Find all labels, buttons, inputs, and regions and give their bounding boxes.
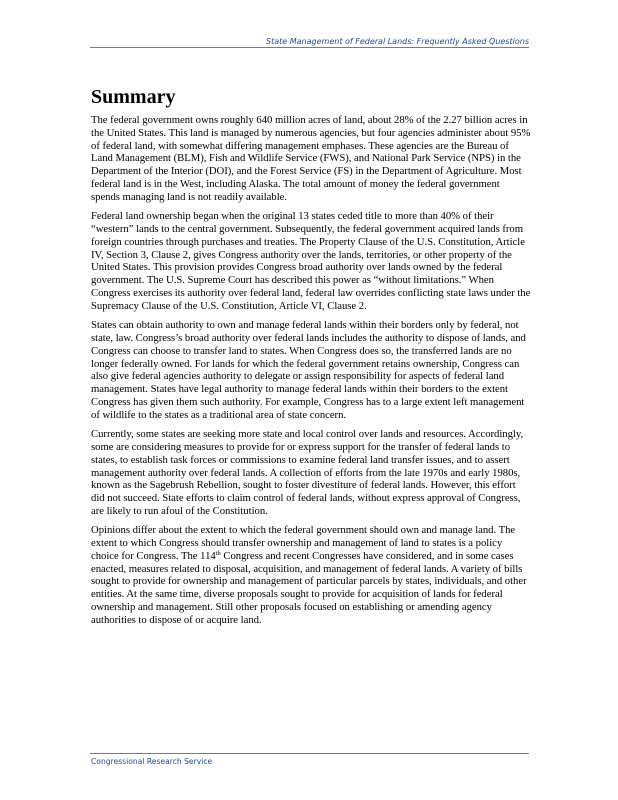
paragraph-text-end: Congress and recent Congresses have considered, and in some cases enacted, measures related to disposal, acquisition, and management of federal lands. A variety of bills sought to provide for ownership and management of particular parcels by states, individuals, and other entities. At the same time, diverse proposals sought to provide for acquisition of lands for federal ownership and management. Still other proposals focused on establishing or amending agency authorities to dispose of or acquire land. bbox=[91, 549, 527, 626]
paragraph-text-start: Opinions differ about the extent to which the federal government should own and manage land. The extent to which Congress should transfer ownership and management of land to states is a policy choice for Congress. The 114 bbox=[91, 524, 516, 562]
paragraph-land-ownership-overview: The federal government owns roughly 640 million acres of land, about 28% of the 2.27 billion acres in the United States. This land is managed by numerous agencies, but four agencies administer about 95% of federal land, with somewhat differing management emphases. These agencies are the Bureau of Land Management (BLM), Fish and Wildlife Service (FWS), and National Park Service (NPS) in the Department of the Interior (DOI), and the Forest Service (FS) in the Department of Agriculture. Most federal land is in the West, including Alaska. The total amount of money the federal government spends managing land is not readily available. bbox=[91, 114, 531, 203]
paragraph-congressional-options bbox=[91, 524, 531, 626]
paragraph-state-authority: States can obtain authority to own and manage federal lands within their borders only by federal, not state, law. Congress’s broad authority over federal lands includes the authority to dispose of lands, and Congress can choose to transfer land to states. When Congress does so, the transferred lands are no longer federally owned. For lands for which the federal government retains ownership, Congress can also give federal agencies authority to delegate or assign responsibility for aspects of federal land management. States have legal authority to manage federal lands within their borders to the extent Congress has given them such authority. For example, Congress has to a large extent left management of wildlife to the states as a traditional area of state concern. bbox=[91, 319, 526, 421]
paragraph-ownership-history: Federal land ownership began when the original 13 states ceded title to more than 40% of their “western” lands to the central government. Subsequently, the federal government acquired lands from foreign countries through purchases and treaties. The Property Clause of the U.S. Constitution, Article IV, Section 3, Clause 2, gives Congress authority over the lands, territories, or other property of the United States. This provision provides Congress broad authority over lands owned by the federal government. The U.S. Supreme Court has described this power as “without limitations.” When Congress exercises its authority over federal land, federal law overrides conflicting state laws under the Supremacy Clause of the U.S. Constitution, Article VI, Clause 2. bbox=[91, 210, 531, 312]
page-title: Summary bbox=[91, 86, 176, 108]
header-rule bbox=[90, 47, 529, 48]
running-header: State Management of Federal Lands: Frequently Asked Questions bbox=[266, 37, 529, 46]
summary-body bbox=[91, 114, 531, 633]
footer-rule bbox=[90, 753, 529, 754]
paragraph-current-state-efforts: Currently, some states are seeking more state and local control over lands and resources. Accordingly, some are considering measures to provide for or express support for the transfer of federal lands to states, to establish task forces or commissions to examine federal land transfer issues, and to assert management authority over federal lands. A collection of efforts from the late 1970s and early 1980s, known as the Sagebrush Rebellion, sought to foster divestiture of federal lands. However, this effort did not succeed. State efforts to claim control of federal lands, without express approval of Congress, are likely to run afoul of the Constitution. bbox=[91, 428, 524, 517]
ordinal-superscript: th bbox=[215, 549, 221, 557]
running-footer: Congressional Research Service bbox=[91, 757, 213, 766]
